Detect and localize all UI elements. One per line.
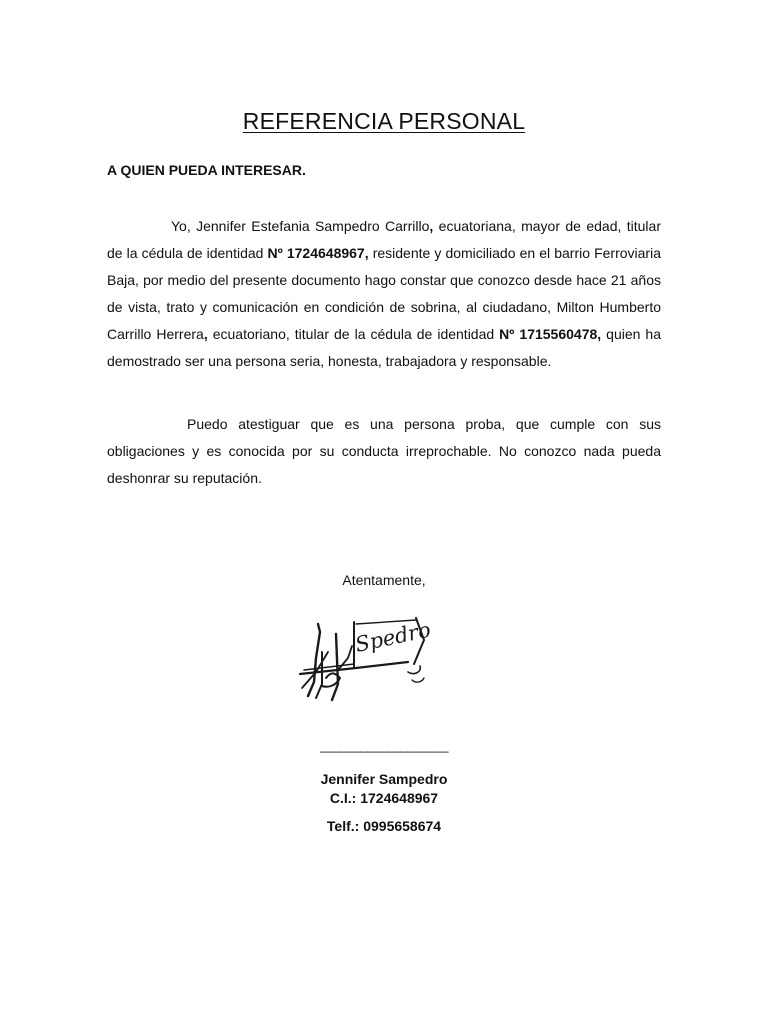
- paragraph-1-run: Yo, Jennifer Estefania Sampedro Carrillo: [171, 218, 430, 234]
- paragraph-2: Puedo atestiguar que es una persona proba, que cumple con sus obligaciones y es conocida por su conducta irreprochable. No conozco nada pueda deshonrar su reputación.: [107, 416, 661, 486]
- paragraph-1-bold-run: Nº 1715560478,: [499, 326, 602, 342]
- greeting: A QUIEN PUEDA INTERESAR.: [107, 162, 306, 178]
- paragraph-1-run: residente y domiciliado en el barrio Ferroviaria Baja, por medio del presente documento hago constar que conozco desde hace 21 años de vista, trato y comunicación en condición de sobrina, al ciudadano, Milton Humberto Carrillo Herrera: [107, 245, 661, 342]
- paragraph-1-bold-run: ,: [429, 218, 434, 234]
- paragraph-1-run: ecuatoriano, titular de la cédula de identidad: [207, 326, 500, 342]
- closing-text: Atentamente,: [342, 572, 426, 588]
- signer-name: Jennifer Sampedro: [320, 771, 448, 787]
- svg-text:Spedro: Spedro: [353, 617, 433, 657]
- signature-line: ___________________: [320, 738, 448, 753]
- paragraph-1-run: ecuatoriana, mayor de edad, titular de la cédula de identidad: [107, 218, 661, 261]
- signer-phone: Telf.: 0995658674: [326, 818, 442, 834]
- document-title: REFERENCIA PERSONAL: [242, 108, 526, 134]
- paragraph-1-bold-run: ,: [203, 326, 208, 342]
- paragraph-1: [107, 213, 661, 375]
- handwritten-signature: [296, 612, 446, 706]
- paragraph-1-run: quien ha demostrado ser una persona seria, honesta, trabajadora y responsable.: [107, 326, 661, 369]
- paragraph-1-bold-run: Nº 1724648967,: [267, 245, 369, 261]
- signer-id: C.I.: 1724648967: [329, 790, 439, 806]
